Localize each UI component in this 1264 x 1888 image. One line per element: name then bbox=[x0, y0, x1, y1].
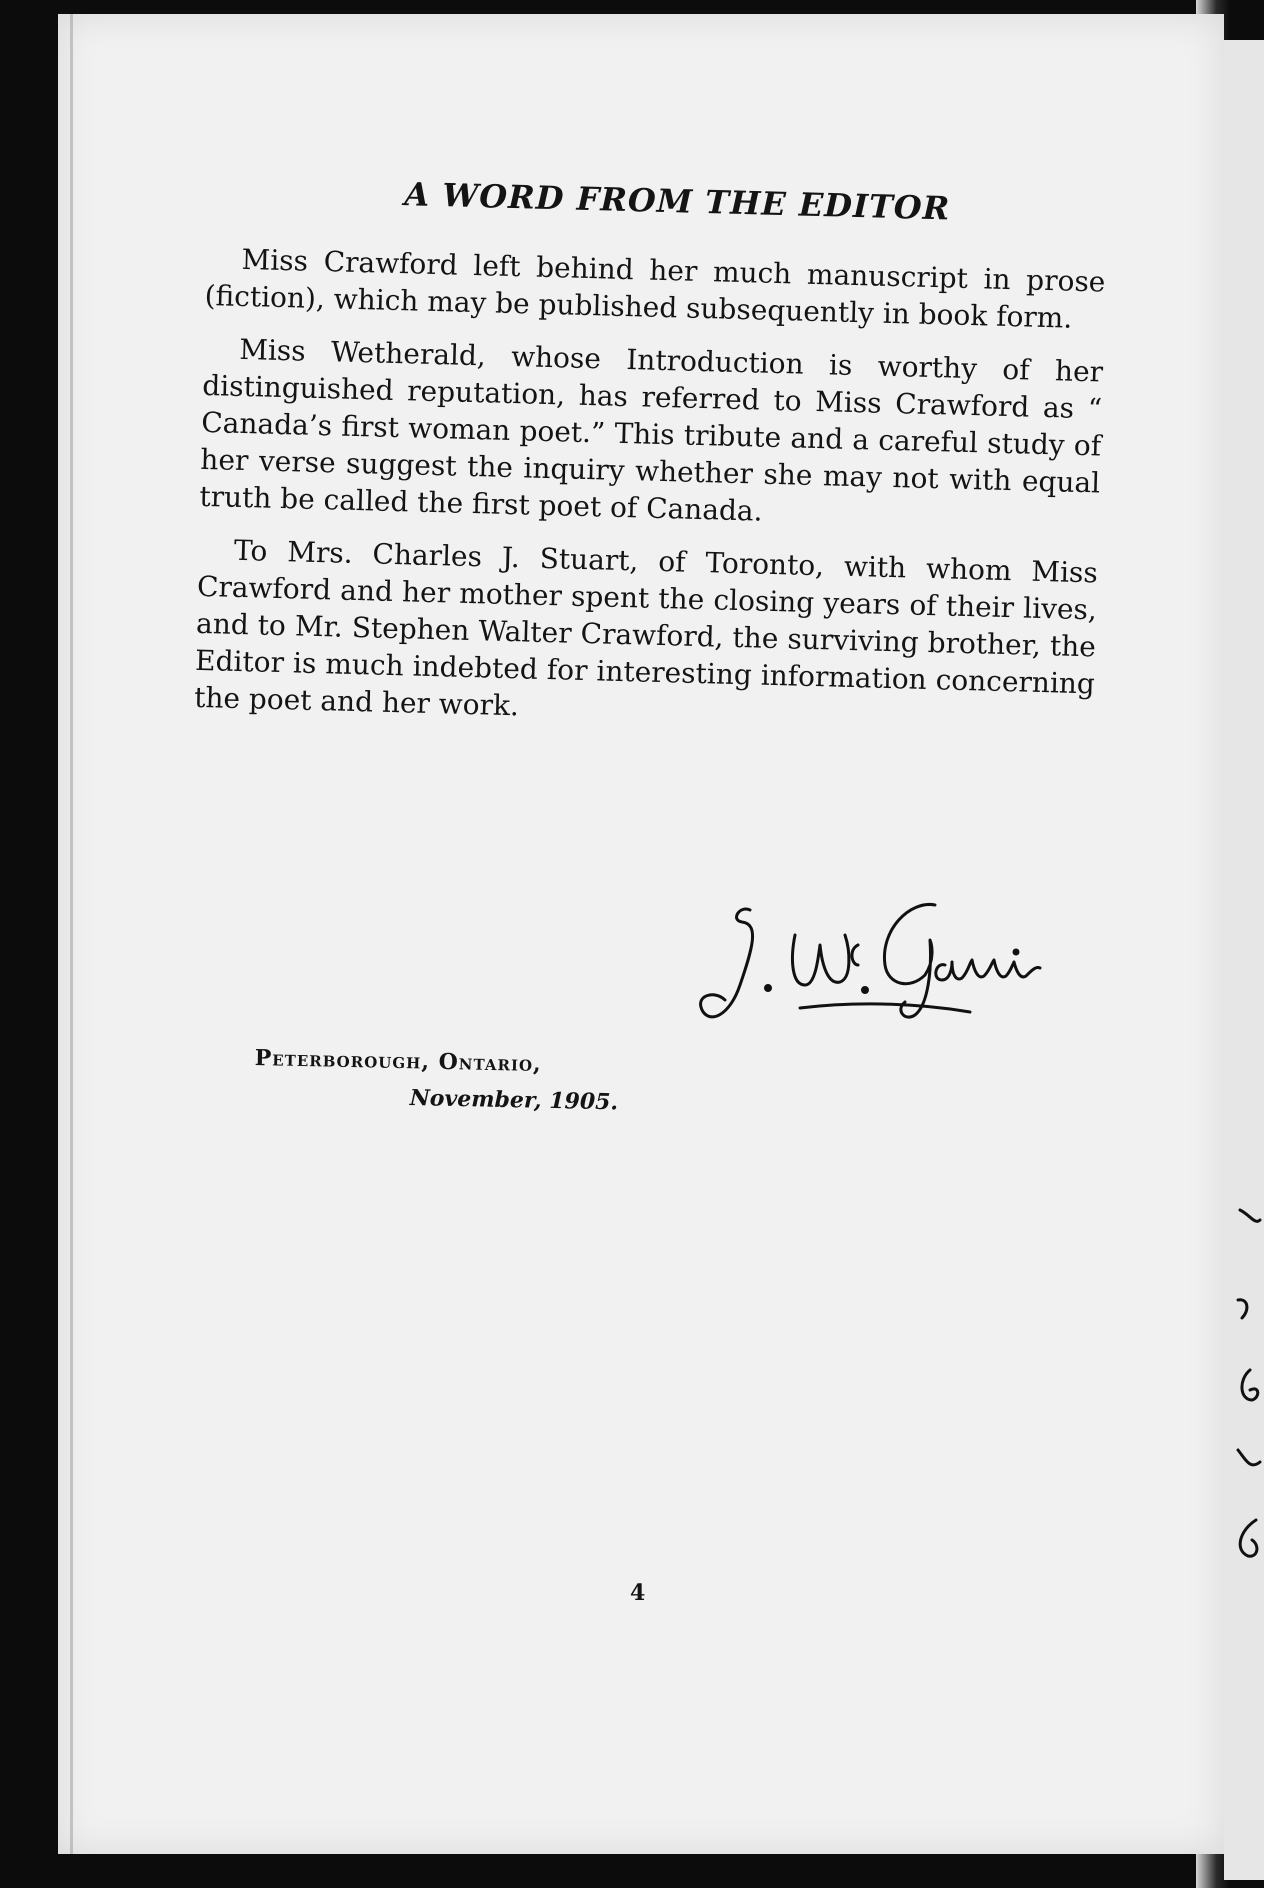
paragraph-1: Miss Crawford left behind her much manuscript in prose (fiction), which may be published subsequently in book form. bbox=[204, 242, 1106, 335]
page-number: 4 bbox=[630, 1580, 646, 1606]
date-line: November, 1905. bbox=[409, 1085, 619, 1116]
page-title: A WORD FROM THE EDITOR bbox=[403, 175, 951, 228]
paragraph-2: Miss Wetherald, whose Introduction is worthy of her distinguished reputation, has referred to Miss Crawford as “ Canada’s first woman poet.” This tribute and a careful study of her verse suggest the inquiry whether she may not with equal truth be called the first poet of Canada. bbox=[199, 332, 1104, 528]
editor-note bbox=[193, 170, 1107, 755]
place-line: Peterborough, Ontario, bbox=[254, 1045, 542, 1078]
bleed-through-marks bbox=[1220, 1200, 1264, 1660]
page-edge-line bbox=[70, 14, 73, 1854]
editor-signature bbox=[680, 890, 1060, 1050]
paragraph-3: To Mrs. Charles J. Stuart, of Toronto, with whom Miss Crawford and her mother spent the closing years of their lives, and to Mr. Stephen Walter Crawford, the surviving brother, the Editor is much indebted for interesting information concerning the poet and her work. bbox=[193, 533, 1099, 723]
